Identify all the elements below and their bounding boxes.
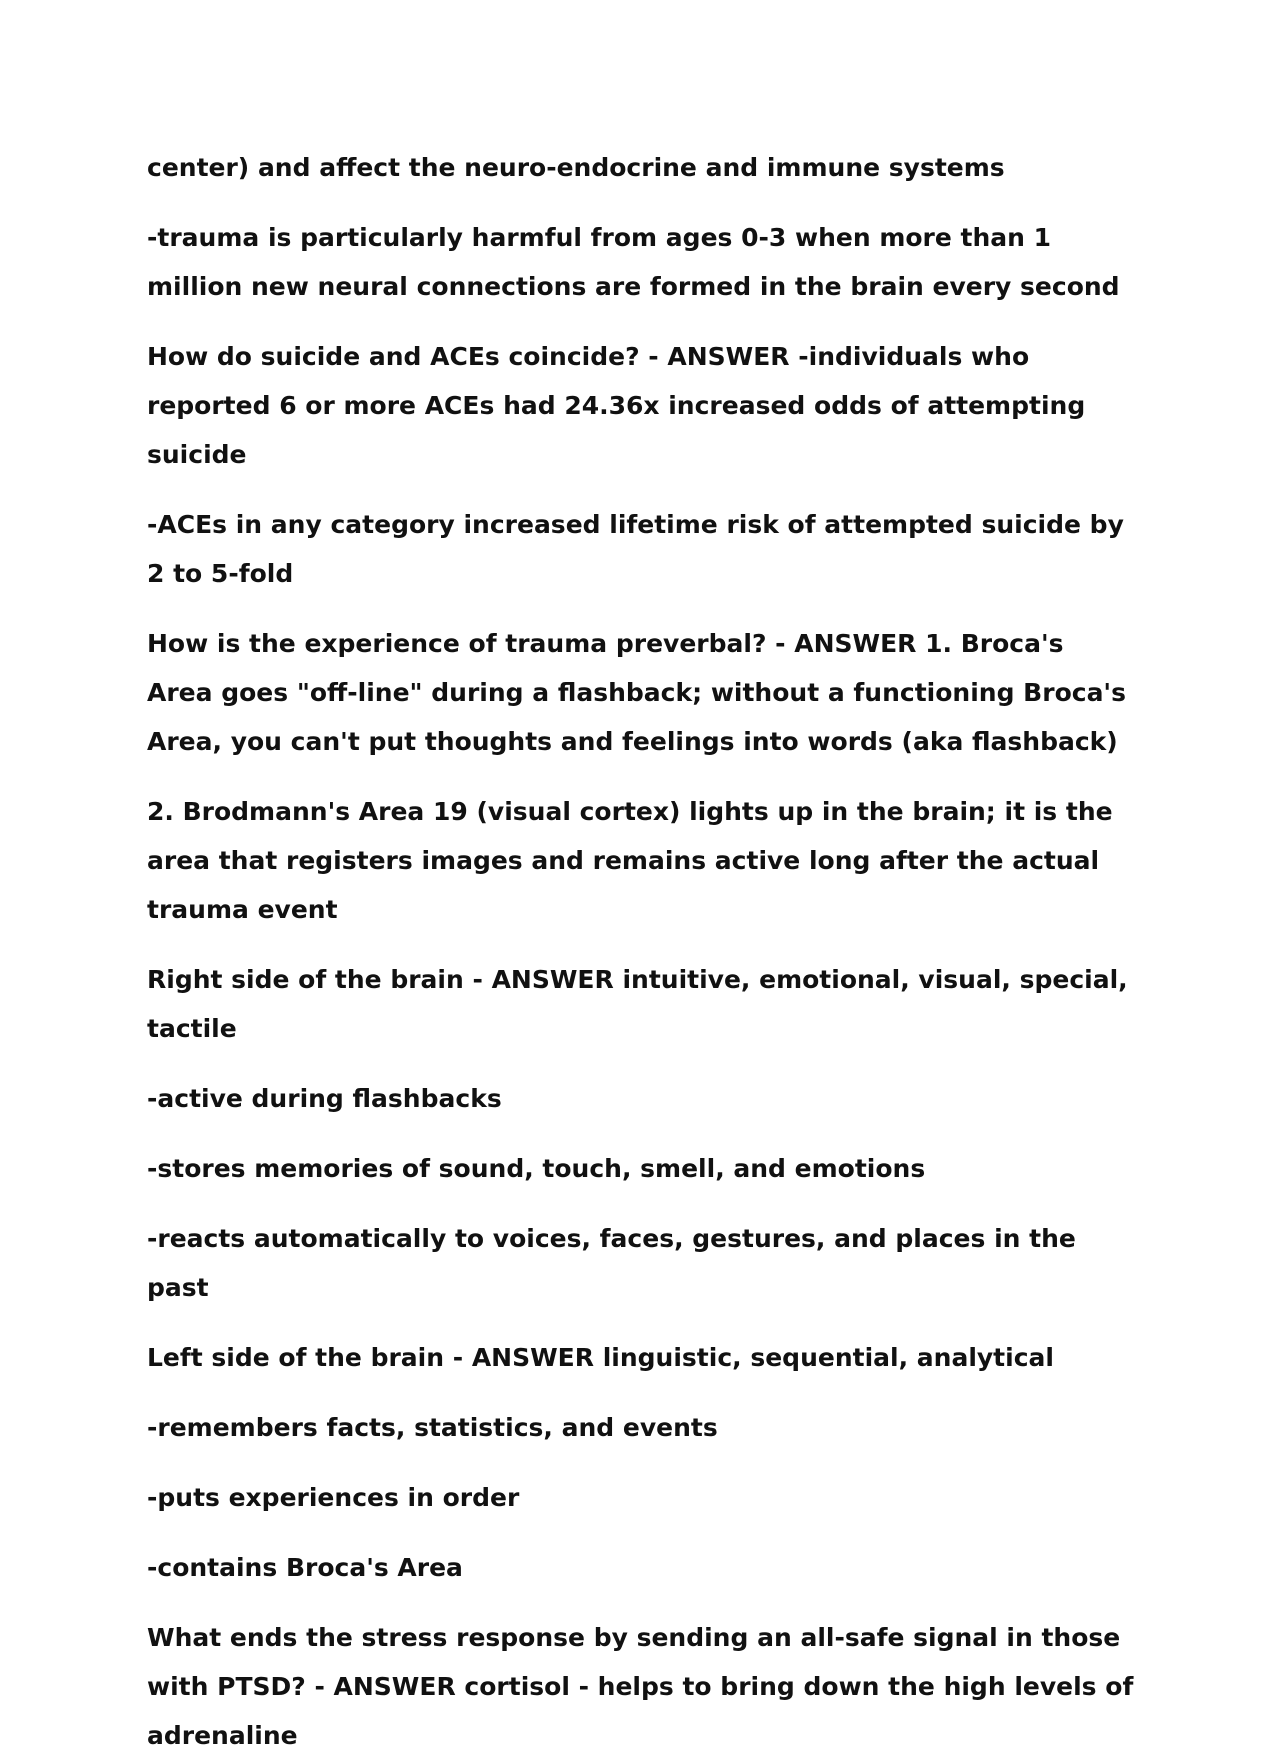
paragraph: -stores memories of sound, touch, smell, and emotions <box>147 1154 926 1183</box>
paragraph: -remembers facts, statistics, and events <box>147 1413 718 1442</box>
paragraph: Left side of the brain - ANSWER linguistic, sequential, analytical <box>147 1343 1054 1372</box>
paragraph: How is the experience of trauma preverbal? - ANSWER 1. Broca's Area goes "off-line" during a flashback; without a functioning Broca's Area, you can't put thoughts and feelings into words (aka flashback) <box>147 629 1126 756</box>
paragraph: center) and affect the neuro-endocrine and immune systems <box>147 153 1005 182</box>
paragraph: How do suicide and ACEs coincide? - ANSWER -individuals who reported 6 or more ACEs had 24.36x increased odds of attempting suicide <box>147 342 1086 469</box>
paragraph: -puts experiences in order <box>147 1483 520 1512</box>
document-body <box>147 143 1137 1760</box>
paragraph: Right side of the brain - ANSWER intuitive, emotional, visual, special, tactile <box>147 965 1128 1043</box>
paragraph: 2. Brodmann's Area 19 (visual cortex) lights up in the brain; it is the area that registers images and remains active long after the actual trauma event <box>147 797 1113 924</box>
paragraph: -active during flashbacks <box>147 1084 502 1113</box>
paragraph: -trauma is particularly harmful from ages 0-3 when more than 1 million new neural connections are formed in the brain every second <box>147 223 1120 301</box>
paragraph: -ACEs in any category increased lifetime risk of attempted suicide by 2 to 5-fold <box>147 510 1124 588</box>
paragraph: -contains Broca's Area <box>147 1553 463 1582</box>
paragraph: What ends the stress response by sending an all-safe signal in those with PTSD? - ANSWER cortisol - helps to bring down the high levels of adrenaline <box>147 1623 1134 1750</box>
paragraph: -reacts automatically to voices, faces, gestures, and places in the past <box>147 1224 1076 1302</box>
